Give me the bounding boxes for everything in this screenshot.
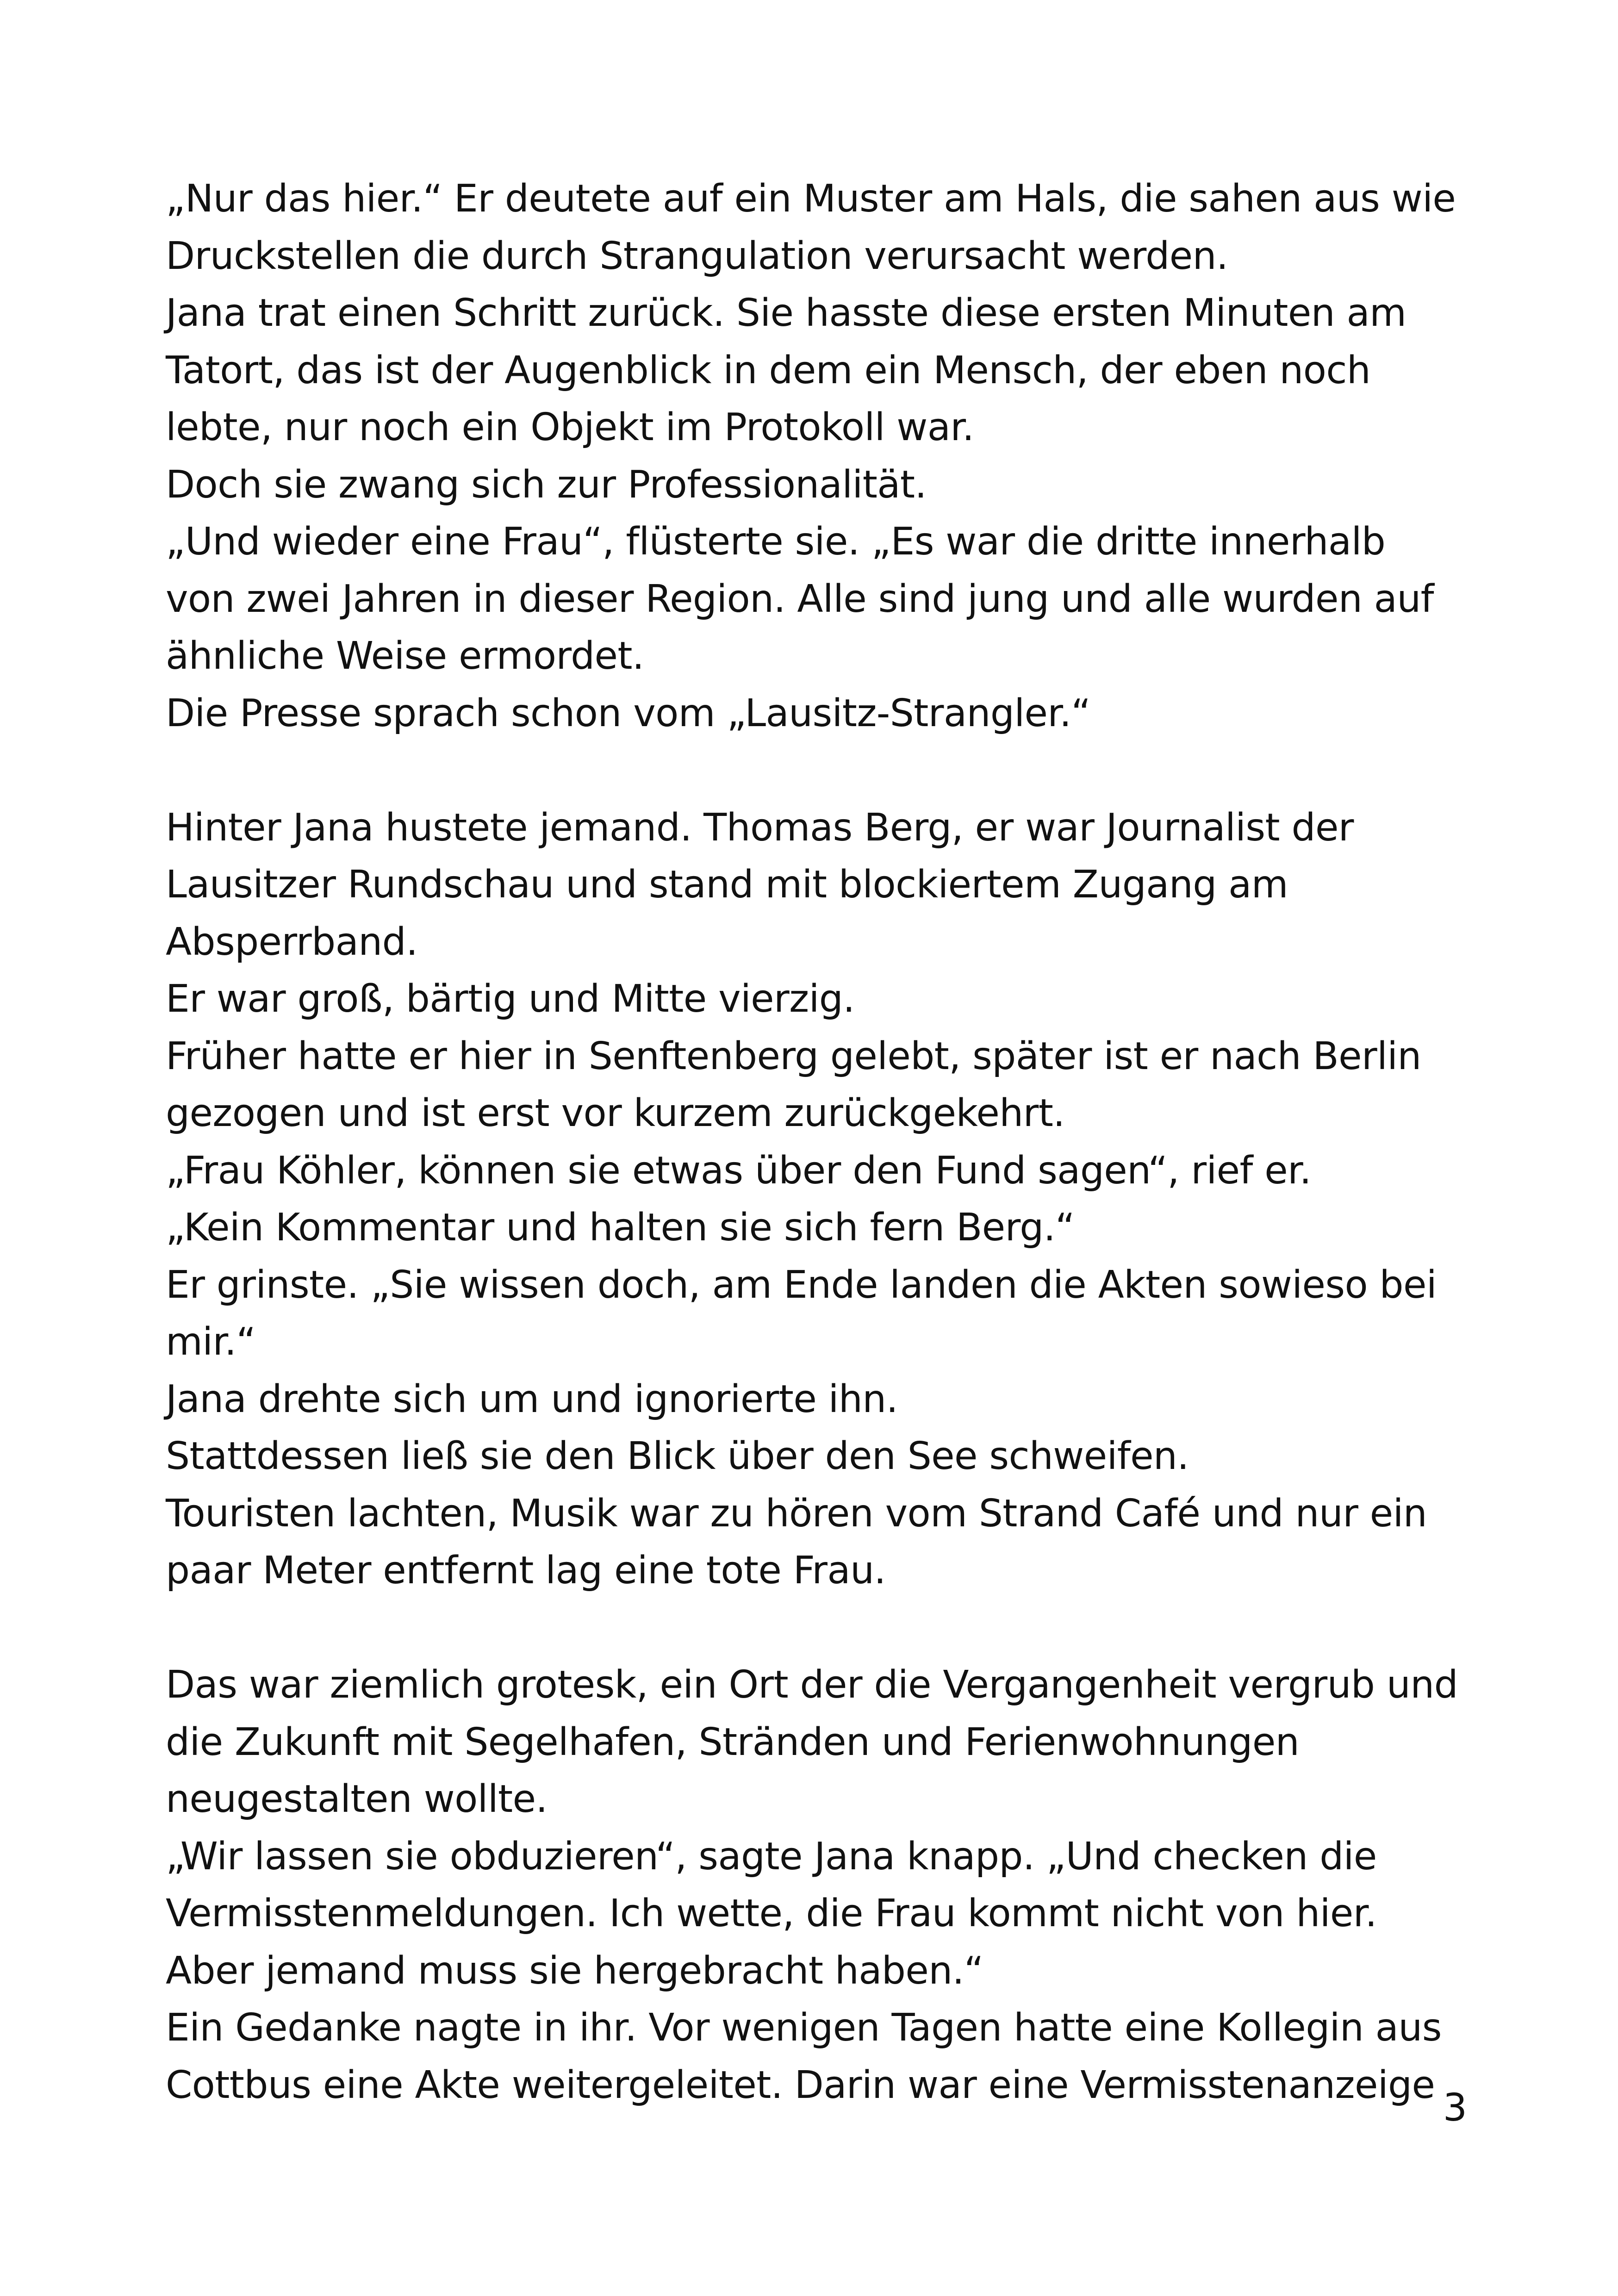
text-line: Absperrband. [166, 920, 418, 964]
text-line: „Und wieder eine Frau“, flüsterte sie. „Es war die dritte innerhalb [166, 520, 1386, 564]
text-line: „Frau Köhler, können sie etwas über den Fund sagen“, rief er. [166, 1148, 1312, 1193]
text-line: Aber jemand muss sie hergebracht haben.“ [166, 1948, 983, 1993]
page-number: 3 [1443, 2086, 1467, 2130]
paragraph [166, 1656, 1471, 2114]
text-line: Früher hatte er hier in Senftenberg gelebt, später ist er nach Berlin [166, 1034, 1421, 1078]
text-line: die Zukunft mit Segelhafen, Stränden und Ferienwohnungen [166, 1720, 1300, 1764]
text-line: Jana drehte sich um und ignorierte ihn. [166, 1377, 898, 1421]
text-line: Die Presse sprach schon vom „Lausitz-Strangler.“ [166, 691, 1091, 735]
text-line: „Nur das hier.“ Er deutete auf ein Muster am Hals, die sahen aus wie [166, 177, 1456, 221]
paragraph-spacer [166, 1599, 1471, 1657]
text-line: Ein Gedanke nagte in ihr. Vor wenigen Tagen hatte eine Kollegin aus [166, 2006, 1442, 2050]
text-line: Doch sie zwang sich zur Professionalität. [166, 462, 927, 507]
text-line: ähnliche Weise ermordet. [166, 634, 644, 678]
text-line: Touristen lachten, Musik war zu hören vom Strand Café und nur ein [166, 1491, 1427, 1536]
text-line: Cottbus eine Akte weitergeleitet. Darin war eine Vermisstenanzeige [166, 2063, 1435, 2107]
paragraph [166, 799, 1471, 1599]
text-line: „Kein Kommentar und halten sie sich fern Berg.“ [166, 1206, 1075, 1250]
text-line: Er war groß, bärtig und Mitte vierzig. [166, 977, 855, 1021]
text-line: Druckstellen die durch Strangulation verursacht werden. [166, 234, 1228, 278]
text-line: lebte, nur noch ein Objekt im Protokoll war. [166, 405, 974, 449]
text-line: gezogen und ist erst vor kurzem zurückgekehrt. [166, 1091, 1065, 1135]
paragraph-spacer [166, 742, 1471, 799]
text-line: Tatort, das ist der Augenblick in dem ein Mensch, der eben noch [166, 348, 1371, 392]
text-line: mir.“ [166, 1320, 256, 1364]
text-line: Stattdessen ließ sie den Blick über den See schweifen. [166, 1434, 1189, 1478]
text-line: Er grinste. „Sie wissen doch, am Ende landen die Akten sowieso bei [166, 1263, 1437, 1307]
text-line: Jana trat einen Schritt zurück. Sie hasste diese ersten Minuten am [166, 291, 1406, 335]
text-line: Vermisstenmeldungen. Ich wette, die Frau kommt nicht von hier. [166, 1892, 1377, 1935]
body-text [166, 170, 1471, 2114]
text-line: paar Meter entfernt lag eine tote Frau. [166, 1549, 886, 1593]
paragraph [166, 170, 1471, 742]
text-line: von zwei Jahren in dieser Region. Alle sind jung und alle wurden auf [166, 577, 1434, 621]
text-line: Hinter Jana hustete jemand. Thomas Berg, er war Journalist der [166, 805, 1354, 850]
text-line: Lausitzer Rundschau und stand mit blockiertem Zugang am [166, 863, 1288, 907]
text-line: neugestalten wollte. [166, 1777, 548, 1821]
text-line: „Wir lassen sie obduzieren“, sagte Jana knapp. „Und checken die [166, 1834, 1377, 1879]
text-line: Das war ziemlich grotesk, ein Ort der die Vergangenheit vergrub und [166, 1663, 1458, 1707]
